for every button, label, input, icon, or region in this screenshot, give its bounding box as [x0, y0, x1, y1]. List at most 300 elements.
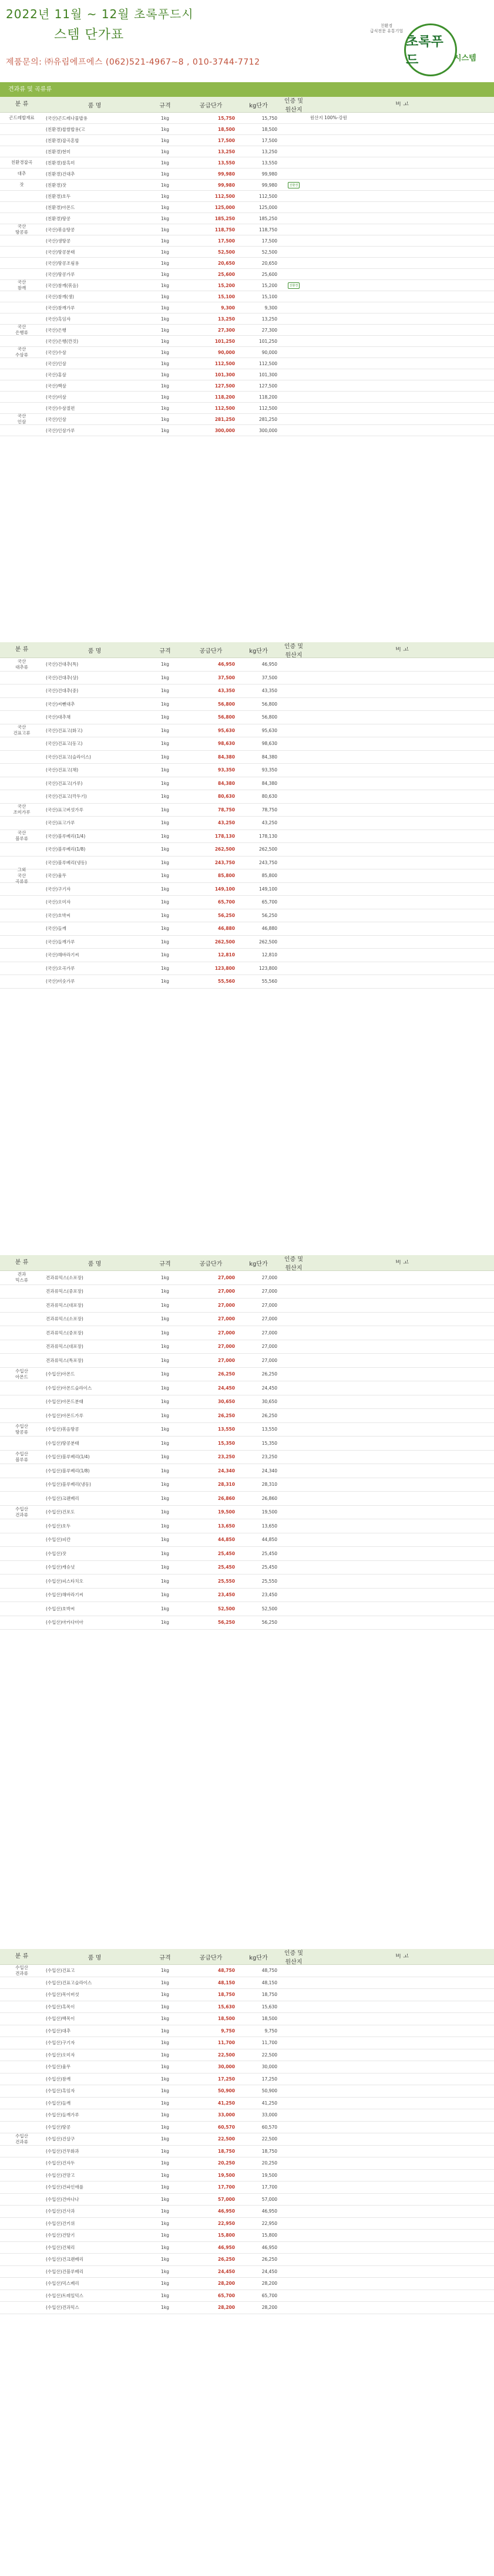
cell-spec: 1kg: [161, 2028, 169, 2034]
cell-name: (수입산)건블루베리: [46, 2268, 83, 2274]
cell-spec: 1kg: [161, 754, 169, 760]
table-row: [0, 1354, 494, 1368]
table-row: [0, 224, 494, 235]
cell-kg: 27,000: [261, 1302, 277, 1308]
cell-name: (국산)블루베리(냉동): [46, 859, 87, 865]
header-price: 공급단가: [199, 102, 223, 109]
table-header: [0, 642, 494, 658]
table-row: [0, 347, 494, 358]
cell-name: (수입산)건망고: [46, 2172, 75, 2178]
cell-spec: 1kg: [161, 372, 169, 377]
cell-price: 19,500: [218, 2172, 235, 2178]
cell-name: (국산)건표고(깍두기): [46, 794, 87, 800]
table-row: [0, 1299, 494, 1313]
cell-spec: 1kg: [161, 2052, 169, 2058]
table-row: [0, 269, 494, 280]
cell-price: 300,000: [214, 427, 235, 433]
cell-spec: 1kg: [161, 349, 169, 355]
cell-name: 견과류믹스(소포장): [46, 1274, 83, 1280]
cell-price: 26,250: [218, 1412, 235, 1418]
cell-price: 25,550: [218, 1578, 235, 1584]
cell-spec: 1kg: [161, 360, 169, 366]
cell-price: 9,300: [221, 305, 235, 311]
cell-name: (국산)참깨가루: [46, 305, 75, 311]
cell-price: 262,500: [214, 939, 235, 945]
cell-spec: 1kg: [161, 714, 169, 720]
table-row: [0, 975, 494, 989]
cell-name: (수입산)호박씨: [46, 1606, 75, 1611]
cell-kg: 56,800: [261, 714, 277, 720]
cell-spec: 1kg: [161, 873, 169, 879]
cell-price: 28,310: [218, 1482, 235, 1488]
logo-text: 초록푸드: [406, 35, 443, 68]
cell-name: (수입산)마카다미아: [46, 1620, 83, 1626]
cell-price: 84,380: [218, 754, 235, 760]
brand-logo: [369, 23, 492, 82]
table-row: [0, 1616, 494, 1630]
cell-cat: 그외 국산 곡류류: [15, 866, 28, 884]
cell-name: 견과류믹스(대포장): [46, 1344, 83, 1350]
table-row: [0, 2242, 494, 2254]
table-row: [0, 1478, 494, 1492]
cell-kg: 57,000: [261, 2196, 277, 2202]
table-row: [0, 2146, 494, 2158]
table-row: [0, 414, 494, 425]
cell-name: (수입산)목이버섯: [46, 1992, 79, 1998]
cell-price: 85,800: [218, 873, 235, 879]
cell-name: (국산)홍삼: [46, 372, 66, 377]
cell-kg: 26,860: [261, 1495, 277, 1501]
table-header: [0, 1255, 494, 1271]
cell-spec: 1kg: [161, 701, 169, 707]
cell-price: 281,250: [214, 416, 235, 422]
cell-kg: 11,700: [261, 2040, 277, 2046]
table-row: [0, 302, 494, 313]
cell-spec: 1kg: [161, 859, 169, 865]
cell-price: 17,700: [218, 2184, 235, 2190]
cell-spec: 1kg: [161, 2209, 169, 2214]
cell-price: 56,250: [218, 1620, 235, 1626]
cell-kg: 56,250: [261, 912, 277, 918]
header-cat: 분 류: [15, 1953, 29, 1960]
logo-tagline: 친환경 급식전문 유통기업: [369, 23, 404, 33]
cell-spec: 1kg: [161, 260, 169, 266]
cell-price: 99,980: [218, 171, 235, 177]
cell-price: 98,630: [218, 741, 235, 747]
cell-spec: 1kg: [161, 126, 169, 132]
cell-kg: 24,340: [261, 1468, 277, 1474]
cell-kg: 98,630: [261, 741, 277, 747]
cell-spec: 1kg: [161, 727, 169, 733]
cell-cat: 국산 수삼류: [15, 346, 28, 358]
cell-spec: 1kg: [161, 2233, 169, 2238]
cell-spec: 1kg: [161, 383, 169, 389]
cell-spec: 1kg: [161, 305, 169, 311]
table-row: [0, 113, 494, 124]
cell-spec: 1kg: [161, 137, 169, 143]
cell-name: (수입산)블루베리(1/8): [46, 1468, 90, 1474]
table-row: [0, 1368, 494, 1382]
cell-kg: 28,200: [261, 2305, 277, 2311]
cell-price: 41,250: [218, 2100, 235, 2106]
cell-name: (수입산)블루베리(냉동): [46, 1482, 91, 1488]
cell-cat: 수입산 땅콩류: [15, 1423, 28, 1435]
cell-kg: 46,950: [261, 2244, 277, 2250]
cell-price: 15,800: [218, 2233, 235, 2238]
cell-name: (국산)건표고(동고): [46, 741, 83, 747]
table-row: [0, 2085, 494, 2098]
cell-name: (국산)곤드레나물밥용: [46, 115, 88, 121]
table-row: [0, 235, 494, 247]
cell-kg: 27,000: [261, 1274, 277, 1280]
cell-name: (친환경)건대추: [46, 171, 75, 177]
table-row: [0, 1589, 494, 1603]
table-row: [0, 751, 494, 764]
cell-spec: 1kg: [161, 271, 169, 277]
cell-kg: 46,950: [261, 662, 277, 667]
table-row: [0, 949, 494, 962]
cell-spec: 1kg: [161, 2196, 169, 2202]
table-row: [0, 1519, 494, 1533]
cell-price: 18,500: [218, 2016, 235, 2022]
cell-spec: 1kg: [161, 1427, 169, 1432]
cell-name: (국산)인삼가루: [46, 427, 75, 433]
cell-price: 78,750: [218, 807, 235, 812]
cell-spec: 1kg: [161, 249, 169, 255]
table-row: [0, 2254, 494, 2266]
cell-name: (국산)수삼: [46, 349, 66, 355]
cell-spec: 1kg: [161, 979, 169, 984]
cell-spec: 1kg: [161, 662, 169, 667]
cell-kg: 78,750: [261, 807, 277, 812]
table-header: [0, 97, 494, 113]
cell-spec: 1kg: [161, 2112, 169, 2118]
cell-price: 26,860: [218, 1495, 235, 1501]
table-row: [0, 883, 494, 896]
cell-price: 99,980: [218, 182, 235, 188]
cell-price: 43,350: [218, 688, 235, 694]
cell-name: (친환경)아몬드: [46, 204, 75, 210]
cell-kg: 15,800: [261, 2233, 277, 2238]
cell-kg: 43,350: [261, 688, 277, 694]
cell-spec: 1kg: [161, 2124, 169, 2130]
cell-kg: 30,000: [261, 2064, 277, 2070]
cell-name: (수입산)건딸기: [46, 2233, 75, 2238]
cell-name: (국산)구기자: [46, 886, 71, 892]
cell-price: 20,250: [218, 2160, 235, 2166]
cell-name: (국산)땅콩가루: [46, 271, 75, 277]
cell-name: (수입산)아몬드: [46, 1371, 75, 1377]
cell-name: (수입산)아몬드가루: [46, 1412, 83, 1418]
table-row: [0, 1395, 494, 1410]
cell-mark: [281, 282, 307, 289]
cell-kg: 27,000: [261, 1344, 277, 1350]
cell-kg: 25,600: [261, 271, 277, 277]
table-row: [0, 790, 494, 804]
cell-kg: 80,630: [261, 794, 277, 800]
table-row: [0, 2302, 494, 2314]
table-row: [0, 2109, 494, 2122]
cell-name: 견과류믹스(대포장): [46, 1302, 83, 1308]
cell-spec: 1kg: [161, 1371, 169, 1377]
cell-kg: 52,500: [261, 1606, 277, 1611]
cell-name: (국산)은행: [46, 327, 66, 333]
cell-name: (수입산)건키위: [46, 2220, 75, 2226]
cell-kg: 50,900: [261, 2088, 277, 2094]
cell-kg: 127,500: [258, 383, 277, 389]
cell-cat: 수입산 건과류: [15, 2133, 28, 2145]
table-row: [0, 1409, 494, 1423]
cell-name: (국산)건표고(가루): [46, 780, 83, 786]
cell-kg: 300,000: [258, 427, 277, 433]
table-row: [0, 157, 494, 168]
cell-spec: 1kg: [161, 899, 169, 905]
cell-spec: 1kg: [161, 1592, 169, 1598]
cell-spec: 1kg: [161, 1992, 169, 1998]
cell-kg: 18,750: [261, 1992, 277, 1998]
cell-spec: 1kg: [161, 2148, 169, 2154]
cell-name: (수입산)건포도: [46, 1509, 75, 1515]
cell-kg: 33,000: [261, 2112, 277, 2118]
cell-cat: 국산 조미가루: [13, 804, 31, 815]
table-row: [0, 392, 494, 403]
certification-badge: 친환경: [288, 182, 300, 188]
cell-name: (국산)건대추(상): [46, 675, 79, 680]
cell-kg: 52,500: [261, 249, 277, 255]
cell-spec: 1kg: [161, 160, 169, 166]
cell-spec: 1kg: [161, 2160, 169, 2166]
cell-price: 27,300: [218, 327, 235, 333]
cell-price: 26,250: [218, 1371, 235, 1377]
cell-spec: 1kg: [161, 939, 169, 945]
cell-kg: 44,850: [261, 1537, 277, 1543]
cell-name: 견과류믹스(중포장): [46, 1330, 83, 1336]
cell-price: 22,500: [218, 2136, 235, 2142]
header-spec: 규격: [159, 102, 171, 109]
cell-kg: 9,300: [264, 305, 277, 311]
cell-spec: 1kg: [161, 2064, 169, 2070]
table-row: [0, 191, 494, 202]
cell-mark: [281, 182, 307, 188]
cell-spec: 1kg: [161, 1523, 169, 1529]
table-row: [0, 1285, 494, 1299]
cell-price: 11,700: [218, 2040, 235, 2046]
cell-cat: 잣: [19, 182, 24, 187]
cell-spec: 1kg: [161, 912, 169, 918]
cell-kg: 112,500: [258, 405, 277, 411]
cell-spec: 1kg: [161, 416, 169, 422]
cell-spec: 1kg: [161, 1454, 169, 1460]
table-row: [0, 1464, 494, 1478]
table-row: [0, 1533, 494, 1547]
cell-spec: 1kg: [161, 2281, 169, 2287]
certification-badge: 친환경: [288, 282, 300, 289]
cell-cat: 국산 은행류: [15, 324, 28, 335]
cell-spec: 1kg: [161, 794, 169, 800]
cell-kg: 17,250: [261, 2076, 277, 2082]
cell-spec: 1kg: [161, 847, 169, 852]
cell-kg: 43,250: [261, 820, 277, 826]
cell-price: 80,630: [218, 794, 235, 800]
cell-price: 12,810: [218, 952, 235, 958]
cell-spec: 1kg: [161, 1289, 169, 1294]
cell-name: (국산)율무: [46, 873, 66, 879]
cell-name: (수입산)대추: [46, 2028, 71, 2034]
cell-name: (국산)인삼: [46, 360, 66, 366]
cell-name: (국산)표고버섯가루: [46, 807, 83, 812]
cell-name: (수입산)구기자: [46, 2040, 75, 2046]
cell-name: (수입산)땅콩분태: [46, 1440, 79, 1446]
cell-name: (국산)블루베리(1/8): [46, 847, 86, 852]
cell-name: (국산)참깨(생): [46, 294, 74, 299]
table-row: [0, 2098, 494, 2110]
cell-price: 44,850: [218, 1537, 235, 1543]
header-cat: 분 류: [15, 646, 29, 653]
cell-price: 25,450: [218, 1565, 235, 1570]
cell-kg: 24,450: [261, 2268, 277, 2274]
price-section: [0, 642, 494, 989]
cell-price: 43,250: [218, 820, 235, 826]
cell-name: (수입산)흑임자: [46, 2088, 75, 2094]
cell-name: (친환경)호두: [46, 193, 71, 199]
cell-kg: 118,750: [258, 227, 277, 232]
cell-price: 17,250: [218, 2076, 235, 2082]
cell-spec: 1kg: [161, 767, 169, 773]
cell-spec: 1kg: [161, 2004, 169, 2009]
cell-price: 30,650: [218, 1399, 235, 1405]
cell-price: 19,500: [218, 1509, 235, 1515]
cell-kg: 15,630: [261, 2004, 277, 2009]
table-row: [0, 425, 494, 436]
table-row: [0, 369, 494, 380]
header-kg: kg단가: [249, 648, 268, 655]
table-row: [0, 380, 494, 392]
cell-spec: 1kg: [161, 204, 169, 210]
cell-price: 18,750: [218, 1992, 235, 1998]
cell-kg: 27,000: [261, 1330, 277, 1336]
cell-spec: 1kg: [161, 115, 169, 121]
header-cat: 분 류: [15, 1259, 29, 1266]
table-row: [0, 1437, 494, 1451]
cell-name: (친환경)현미: [46, 149, 71, 154]
cell-price: 24,450: [218, 1385, 235, 1391]
cell-price: 13,250: [218, 149, 235, 154]
header-price: 공급단가: [199, 1260, 223, 1267]
cell-price: 65,700: [218, 2292, 235, 2298]
cell-spec: 1kg: [161, 427, 169, 433]
cell-name: (국산)대추채: [46, 714, 71, 720]
cell-name: (국산)땅콩분태: [46, 249, 75, 255]
cell-price: 30,000: [218, 2064, 235, 2070]
table-row: [0, 1506, 494, 1520]
cell-price: 65,700: [218, 899, 235, 905]
cell-name: (국산)땅콩조림용: [46, 260, 79, 266]
table-row: [0, 936, 494, 949]
cell-spec: 1kg: [161, 2136, 169, 2142]
cell-kg: 125,000: [258, 204, 277, 210]
table-row: [0, 685, 494, 698]
cell-kg: 178,130: [258, 833, 277, 839]
cell-price: 48,150: [218, 1980, 235, 1985]
table-row: [0, 1381, 494, 1395]
cell-price: 123,800: [214, 965, 235, 971]
cell-price: 112,500: [214, 193, 235, 199]
cell-price: 55,560: [218, 979, 235, 984]
cell-spec: 1kg: [161, 1468, 169, 1474]
cell-name: (국산)해바라기씨: [46, 952, 79, 958]
cell-kg: 101,250: [258, 338, 277, 344]
cell-price: 125,000: [214, 204, 235, 210]
cell-name: (수입산)호두: [46, 1523, 71, 1529]
header-cat: 분 류: [15, 101, 29, 107]
table-row: [0, 817, 494, 830]
cell-kg: 65,700: [261, 899, 277, 905]
cell-price: 28,200: [218, 2281, 235, 2287]
cell-note: 원산지 100%-강원: [310, 115, 347, 120]
price-section: [0, 82, 494, 436]
cell-spec: 1kg: [161, 820, 169, 826]
cell-spec: 1kg: [161, 338, 169, 344]
cell-price: 101,300: [214, 372, 235, 377]
table-row: [0, 830, 494, 844]
cell-spec: 1kg: [161, 2040, 169, 2046]
cell-kg: 185,250: [258, 215, 277, 221]
cell-kg: 26,250: [261, 2257, 277, 2263]
cell-kg: 123,800: [258, 965, 277, 971]
table-row: [0, 202, 494, 213]
cell-name: (수입산)참깨: [46, 2076, 71, 2082]
table-row: [0, 698, 494, 712]
cell-spec: 1kg: [161, 2100, 169, 2106]
header-mark: 인증 및 원산지: [284, 1950, 304, 1965]
table-row: [0, 213, 494, 224]
cell-kg: 23,250: [261, 1454, 277, 1460]
cell-price: 48,750: [218, 1968, 235, 1974]
price-section: [0, 1255, 494, 1630]
table-row: [0, 922, 494, 936]
cell-kg: 17,500: [261, 137, 277, 143]
cell-price: 15,750: [218, 115, 235, 121]
cell-name: (국산)흑임자: [46, 316, 71, 322]
cell-name: (수입산)흑목이: [46, 2004, 75, 2009]
cell-spec: 1kg: [161, 2292, 169, 2298]
cell-kg: 18,500: [261, 2016, 277, 2022]
cell-kg: 27,000: [261, 1316, 277, 1322]
table-row: [0, 1989, 494, 2001]
cell-price: 149,100: [214, 886, 235, 892]
cell-price: 27,000: [218, 1344, 235, 1350]
cell-kg: 46,950: [261, 2209, 277, 2214]
table-row: [0, 135, 494, 146]
header-spec: 규격: [159, 648, 171, 655]
cell-spec: 1kg: [161, 2016, 169, 2022]
table-row: [0, 1451, 494, 1465]
cell-spec: 1kg: [161, 952, 169, 958]
table-row: [0, 962, 494, 976]
cell-name: (국산)블루베리(1/4): [46, 833, 86, 839]
cell-name: (국산)건표고(화고): [46, 727, 83, 733]
table-row: [0, 2049, 494, 2062]
cell-name: (수입산)트레일믹스: [46, 2292, 83, 2298]
cell-spec: 1kg: [161, 2088, 169, 2094]
header-spec: 규격: [159, 1260, 171, 1267]
cell-price: 13,550: [218, 160, 235, 166]
cell-name: (국산)참깨(볶음): [46, 282, 79, 288]
table-row: [0, 2181, 494, 2194]
cell-name: (수입산)건파인애플: [46, 2184, 83, 2190]
table-row: [0, 2194, 494, 2206]
cell-kg: 25,450: [261, 1565, 277, 1570]
